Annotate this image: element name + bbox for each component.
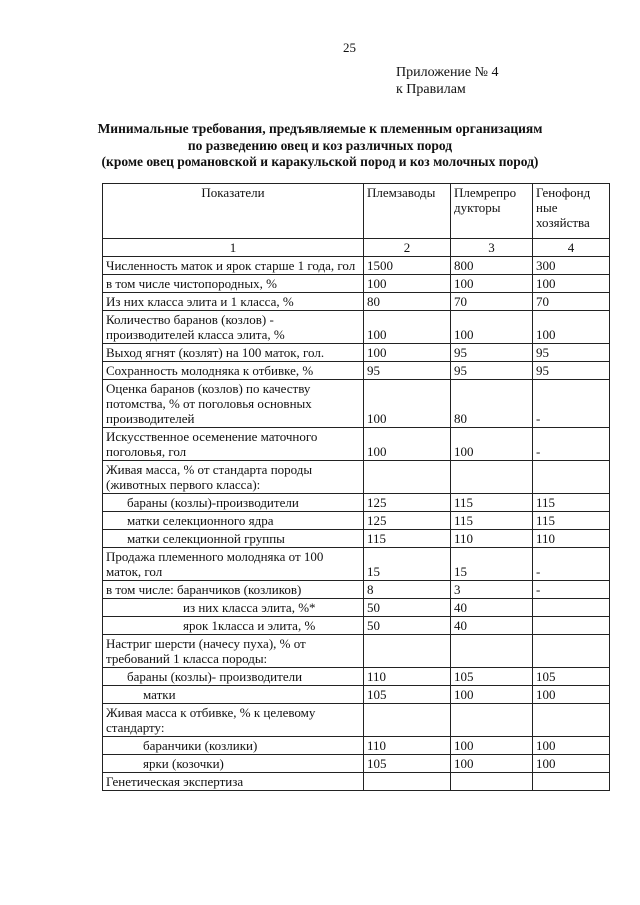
table-row [103,428,610,461]
value-plemzavody [364,461,451,494]
value-plemreproduktory: 115 [451,494,533,512]
page-number: 25 [343,40,356,55]
value-plemzavody [364,635,451,668]
value-plemzavody: 100 [364,380,451,428]
header-genofond: Генофонд ные хозяйства [533,184,610,239]
value-genofond [533,599,610,617]
value-plemreproduktory: 40 [451,617,533,635]
value-genofond [533,461,610,494]
column-number-row [103,239,610,257]
table-row [103,773,610,791]
row-label: Численность маток и ярок старше 1 года, гол [103,257,364,275]
value-plemreproduktory: 115 [451,512,533,530]
value-plemreproduktory [451,773,533,791]
row-label: в том числе: баранчиков (козликов) [103,581,364,599]
value-plemreproduktory: 100 [451,311,533,344]
row-label: матки [103,686,364,704]
value-genofond: - [533,380,610,428]
value-plemreproduktory: 15 [451,548,533,581]
row-label: Количество баранов (козлов) - производителей класса элита, % [103,311,364,344]
value-plemzavody: 115 [364,530,451,548]
value-plemzavody: 95 [364,362,451,380]
table-row [103,581,610,599]
header-indicators: Показатели [103,184,364,239]
value-plemreproduktory: 105 [451,668,533,686]
appendix-note [396,64,499,98]
title-line-1: Минимальные требования, предъявляемые к племенным организациям [97,121,543,136]
value-plemzavody: 1500 [364,257,451,275]
row-label: Оценка баранов (козлов) по качеству потомства, % от поголовья основных производителей [103,380,364,428]
value-plemreproduktory: 100 [451,755,533,773]
value-plemreproduktory: 100 [451,428,533,461]
value-plemzavody: 80 [364,293,451,311]
value-genofond: 95 [533,344,610,362]
value-plemzavody [364,704,451,737]
row-label: Продажа племенного молодняка от 100 маток, гол [103,548,364,581]
table-row [103,461,610,494]
value-plemreproduktory: 100 [451,686,533,704]
row-label: матки селекционной группы [103,530,364,548]
value-genofond: 115 [533,512,610,530]
document-title [40,121,600,171]
value-plemreproduktory: 70 [451,293,533,311]
row-label: ярки (козочки) [103,755,364,773]
appendix-line-1: Приложение № 4 [396,65,499,80]
table-row [103,686,610,704]
row-label: Искусственное осеменение маточного поголовья, гол [103,428,364,461]
value-plemreproduktory: 95 [451,344,533,362]
value-plemreproduktory: 80 [451,380,533,428]
value-genofond: 300 [533,257,610,275]
table-row [103,755,610,773]
table-row [103,344,610,362]
value-genofond: 100 [533,311,610,344]
value-plemzavody: 50 [364,599,451,617]
appendix-line-2: к Правилам [396,82,466,97]
table-row [103,548,610,581]
value-genofond: 70 [533,293,610,311]
row-label: Настриг шерсти (начесу пуха), % от требований 1 класса породы: [103,635,364,668]
value-plemzavody: 100 [364,344,451,362]
table-row [103,293,610,311]
value-plemzavody: 110 [364,668,451,686]
table-row [103,380,610,428]
row-label: матки селекционного ядра [103,512,364,530]
value-plemzavody: 100 [364,428,451,461]
value-plemzavody: 8 [364,581,451,599]
table-row [103,530,610,548]
value-plemzavody: 100 [364,275,451,293]
requirements-table [102,183,610,791]
table-row [103,494,610,512]
table-row [103,635,610,668]
value-genofond: 105 [533,668,610,686]
value-genofond: - [533,428,610,461]
value-plemreproduktory [451,704,533,737]
value-plemreproduktory: 40 [451,599,533,617]
value-genofond: 100 [533,275,610,293]
value-plemreproduktory [451,635,533,668]
row-label: Из них класса элита и 1 класса, % [103,293,364,311]
row-label: Живая масса, % от стандарта породы (животных первого класса): [103,461,364,494]
row-label: баранчики (козлики) [103,737,364,755]
column-number: 1 [103,239,364,257]
value-genofond [533,704,610,737]
value-genofond: 100 [533,755,610,773]
row-label: Сохранность молодняка к отбивке, % [103,362,364,380]
table-row [103,704,610,737]
table-row [103,275,610,293]
value-plemreproduktory: 95 [451,362,533,380]
title-line-3: (кроме овец романовской и каракульской пород и коз молочных пород) [101,154,539,169]
value-plemreproduktory: 100 [451,737,533,755]
row-label: бараны (козлы)-производители [103,494,364,512]
table-row [103,599,610,617]
value-genofond [533,635,610,668]
row-label: из них класса элита, %* [103,599,364,617]
value-plemreproduktory: 3 [451,581,533,599]
value-genofond [533,773,610,791]
column-number: 2 [364,239,451,257]
value-plemzavody: 125 [364,512,451,530]
column-number: 3 [451,239,533,257]
table-row [103,257,610,275]
value-plemzavody: 100 [364,311,451,344]
row-label: бараны (козлы)- производители [103,668,364,686]
row-label: ярок 1класса и элита, % [103,617,364,635]
table-row [103,617,610,635]
value-plemzavody: 105 [364,686,451,704]
row-label: Живая масса к отбивке, % к целевому стандарту: [103,704,364,737]
header-plemreproduktory: Племрепро дукторы [451,184,533,239]
row-label: Генетическая экспертиза [103,773,364,791]
table-row [103,668,610,686]
value-genofond: 115 [533,494,610,512]
row-label: в том числе чистопородных, % [103,275,364,293]
table-header-row [103,184,610,239]
value-genofond: - [533,548,610,581]
header-plemzavody: Племзаводы [364,184,451,239]
column-number: 4 [533,239,610,257]
value-plemzavody: 125 [364,494,451,512]
value-plemreproduktory [451,461,533,494]
value-genofond: - [533,581,610,599]
value-plemzavody: 105 [364,755,451,773]
row-label: Выход ягнят (козлят) на 100 маток, гол. [103,344,364,362]
table-row [103,737,610,755]
value-genofond: 95 [533,362,610,380]
value-plemzavody: 15 [364,548,451,581]
table-row [103,512,610,530]
value-plemreproduktory: 800 [451,257,533,275]
value-genofond: 100 [533,686,610,704]
value-plemreproduktory: 110 [451,530,533,548]
title-line-2: по разведению овец и коз различных пород [187,137,453,153]
value-genofond [533,617,610,635]
value-plemreproduktory: 100 [451,275,533,293]
value-plemzavody [364,773,451,791]
value-plemzavody: 50 [364,617,451,635]
value-genofond: 100 [533,737,610,755]
value-genofond: 110 [533,530,610,548]
table-row [103,311,610,344]
table-row [103,362,610,380]
value-plemzavody: 110 [364,737,451,755]
